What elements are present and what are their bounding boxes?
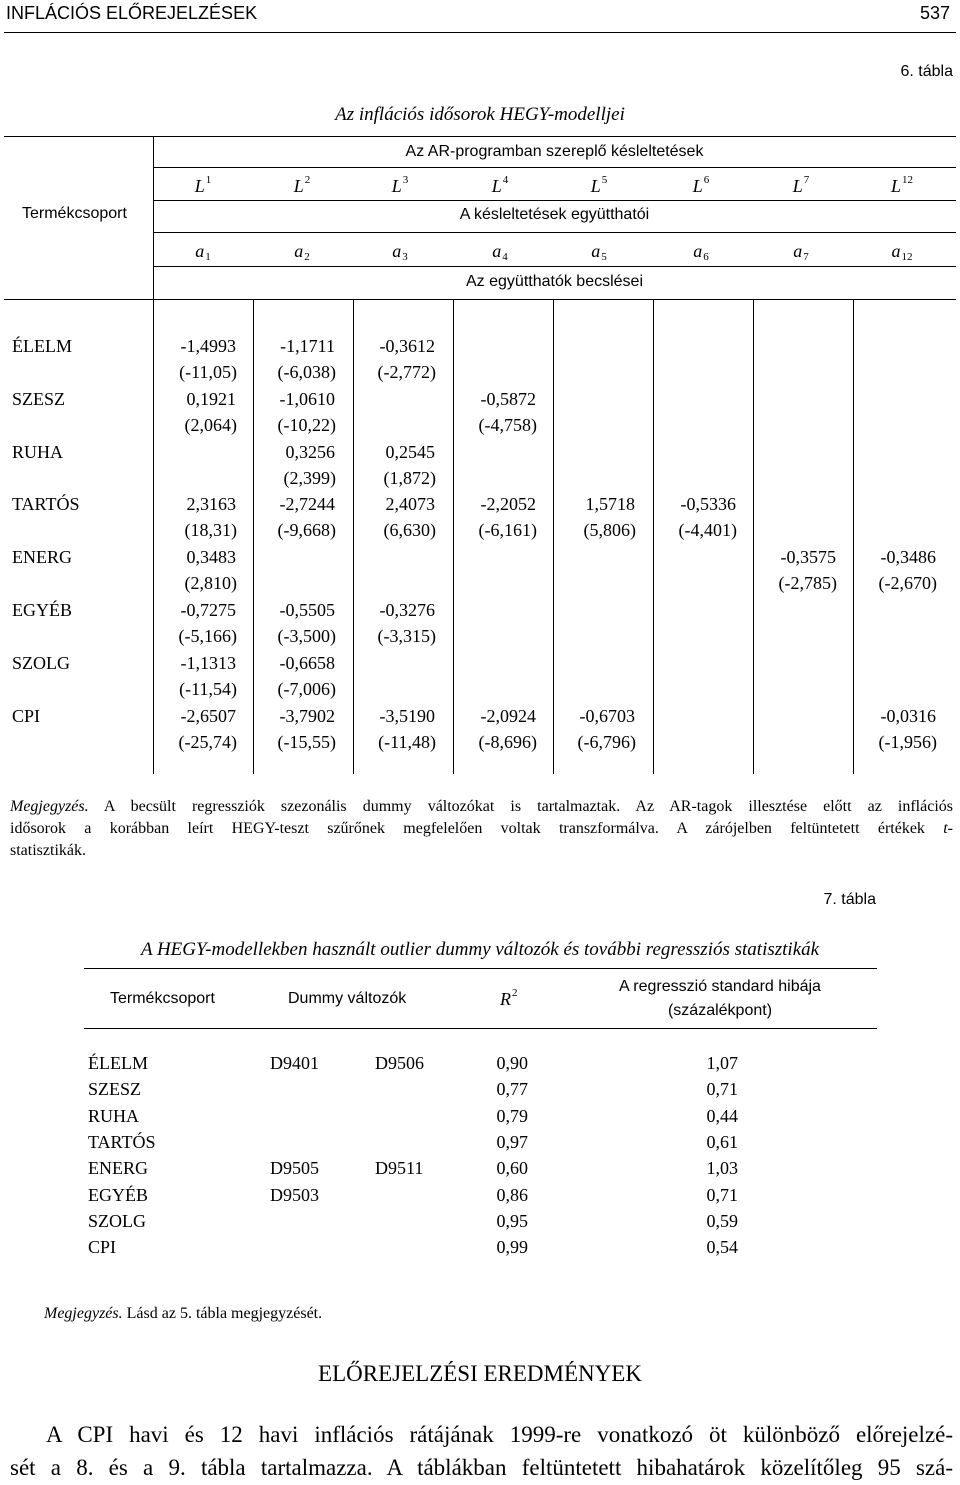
std-error-cell: 0,59	[706, 1210, 738, 1231]
estimate-cell: 0,1921	[186, 388, 236, 409]
estimate-cell: 2,4073	[385, 494, 435, 515]
estimate-cell: -0,5872	[480, 388, 536, 409]
estimate-cell: -0,3612	[379, 336, 435, 356]
t-stat-cell: (-6,038)	[277, 362, 336, 382]
paragraph-line-2: sét a 8. és a 9. tábla tartalmazza. A táblákban feltüntetett hibahatárok közelítőleg 95 szá-	[10, 1455, 953, 1480]
t-stat-cell: (-7,006)	[277, 678, 336, 699]
estimate-cell: -0,6703	[579, 705, 635, 726]
coef-a-2: $a_2$	[294, 241, 310, 263]
t-stat-cell: (-2,772)	[377, 362, 436, 382]
t-stat-cell: (-4,401)	[678, 520, 737, 541]
r2-cell: 0,77	[496, 1079, 528, 1100]
r2-cell: 0,90	[496, 1053, 528, 1073]
lag-row-rule	[153, 200, 956, 201]
table-7-top-rule	[84, 968, 877, 969]
coef-a-12: $a_{12}$	[891, 241, 913, 263]
table-6-note	[10, 796, 953, 862]
t-stat-cell: (-6,796)	[577, 731, 636, 752]
table-6-note-line1: A becsült regressziók szezonális dummy változókat is tartalmaztak. Az AR-tagok illesztése előtt az inflációs	[103, 798, 954, 815]
lag-L-2: $L^2$	[293, 174, 311, 196]
row-label-szesz: SZESZ	[88, 1079, 142, 1100]
t-stat-cell: (-3,500)	[277, 626, 336, 646]
estimate-cell: -2,6507	[180, 705, 236, 726]
estimate-cell: 0,3483	[186, 547, 236, 568]
t-stat-cell: (5,806)	[583, 520, 636, 541]
t-stat-cell: (2,810)	[184, 573, 237, 594]
estimate-cell: -0,5336	[680, 494, 736, 515]
est-group-header: Az együtthatók becslései	[466, 273, 643, 290]
coef-group-header: A késleltetések együtthatói	[459, 206, 650, 223]
row-label-energ: ENERG	[88, 1158, 148, 1179]
paragraph-line-1: A CPI havi és 12 havi inflációs rátájának 1999-re vonatkozó öt különböző előrejelzé-	[46, 1422, 953, 1447]
t-stat-cell: (6,630)	[383, 520, 436, 541]
coef-a-4: $a_4$	[492, 241, 508, 263]
table-7-label: 7. tábla	[823, 891, 876, 908]
std-error-cell: 0,71	[706, 1079, 738, 1100]
lag-L-7: $L^7$	[792, 174, 810, 196]
t-stat-cell: (-1,956)	[878, 731, 937, 752]
t-stat-cell: (-25,74)	[178, 731, 237, 752]
r2-cell: 0,97	[496, 1131, 528, 1152]
coef-a-7: $a_7$	[793, 241, 809, 263]
t-stat-cell: (-8,696)	[478, 731, 537, 752]
estimate-cell: -1,0610	[279, 388, 335, 409]
table-6-label: 6. tábla	[900, 63, 953, 80]
lag-L-12: $L^{12}$	[890, 174, 913, 196]
t-stat-cell: (-5,166)	[178, 626, 237, 646]
row-label-szesz: SZESZ	[12, 388, 66, 409]
table-6-header-bottom-rule	[4, 299, 956, 300]
t-stat-cell: (-9,668)	[277, 520, 336, 541]
row-label-energ: ENERG	[12, 547, 72, 568]
table-7-note-text: Lásd az 5. tábla megjegyzését.	[126, 1305, 323, 1322]
estimate-cell: -2,0924	[480, 705, 536, 726]
col-dummy: Dummy változók	[288, 990, 407, 1007]
std-error-cell: 0,54	[706, 1237, 738, 1258]
section-heading: ELŐREJELZÉSI EREDMÉNYEK	[318, 1361, 642, 1386]
estimate-cell: -0,0316	[880, 705, 936, 726]
r2-cell: 0,79	[496, 1105, 528, 1126]
std-error-cell: 1,03	[706, 1158, 738, 1179]
table-6-note-t: t-	[943, 820, 954, 837]
t-stat-cell: (-15,55)	[277, 731, 336, 752]
dummy-1-cell: D9503	[270, 1184, 319, 1205]
lag-L-3: $L^3$	[391, 174, 409, 196]
estimate-cell: -0,3575	[780, 547, 836, 568]
column-divider	[753, 299, 754, 774]
estimate-cell: -3,7902	[279, 705, 335, 726]
coef-group-rule	[153, 232, 956, 233]
std-error-cell: 0,61	[706, 1131, 738, 1152]
table-7-title: A HEGY-modellekben használt outlier dummy változók és további regressziós statisztikák	[140, 939, 820, 960]
lag-L-1: $L^1$	[194, 174, 212, 196]
row-label-cpi: CPI	[88, 1237, 117, 1258]
col-se-line1: A regresszió standard hibája	[619, 978, 821, 995]
row-label-tartós: TARTÓS	[88, 1131, 156, 1152]
col-se-line2: (százalékpont)	[667, 1002, 773, 1019]
estimate-cell: 0,2545	[385, 441, 435, 462]
estimate-cell: -1,1313	[180, 652, 236, 673]
column-divider	[853, 299, 854, 774]
t-stat-cell: (2,064)	[184, 414, 237, 435]
t-stat-cell: (-3,315)	[377, 626, 436, 646]
page-number: 537	[919, 3, 950, 23]
t-stat-cell: (-11,54)	[179, 678, 237, 699]
coef-a-6: $a_6$	[693, 241, 709, 263]
lag-group-rule	[153, 167, 956, 168]
header-rule	[4, 32, 956, 33]
lag-L-5: $L^5$	[590, 174, 608, 196]
row-label-élelm: ÉLELM	[88, 1053, 148, 1073]
coef-a-1: $a_1$	[195, 241, 211, 263]
estimate-cell: -3,5190	[379, 705, 435, 726]
row-label-cpi: CPI	[12, 705, 41, 726]
table-7-header-rule	[84, 1028, 877, 1029]
col-termekcsoport: Termékcsoport	[110, 990, 215, 1007]
row-label-ruha: RUHA	[12, 441, 64, 462]
std-error-cell: 0,71	[706, 1184, 738, 1205]
estimate-cell: 1,5718	[585, 494, 635, 515]
t-stat-cell: (-2,670)	[878, 573, 937, 594]
estimate-cell: -1,1711	[280, 336, 335, 356]
coef-row-rule	[153, 266, 956, 267]
lag-group-header: Az AR-programban szereplő késleltetések	[405, 143, 704, 160]
lag-L-6: $L^6$	[692, 174, 710, 196]
coef-a-5: $a_5$	[591, 241, 607, 263]
row-label-szolg: SZOLG	[12, 652, 70, 673]
row-label-egyéb: EGYÉB	[88, 1184, 148, 1205]
table-6-top-rule	[4, 136, 956, 137]
estimate-cell: -0,5505	[279, 600, 335, 620]
r2-cell: 0,86	[496, 1184, 528, 1205]
r2-cell: 0,99	[496, 1237, 528, 1258]
estimate-cell: -1,4993	[180, 336, 236, 356]
t-stat-cell: (-6,161)	[478, 520, 537, 541]
t-stat-cell: (1,872)	[383, 467, 436, 488]
table-7-note-label: Megjegyzés.	[44, 1305, 123, 1322]
t-stat-cell: (-11,48)	[378, 731, 436, 752]
row-header-termekcsoport: Termékcsoport	[22, 205, 127, 222]
estimate-cell: 0,3256	[285, 441, 335, 462]
estimate-cell: -2,2052	[480, 494, 536, 515]
t-stat-cell: (-2,785)	[778, 573, 837, 594]
row-label-szolg: SZOLG	[88, 1210, 146, 1231]
t-stat-cell: (-11,05)	[179, 362, 237, 382]
std-error-cell: 0,44	[706, 1105, 738, 1126]
r2-cell: 0,95	[496, 1210, 528, 1231]
coef-a-3: $a_3$	[392, 241, 408, 263]
row-label-élelm: ÉLELM	[12, 336, 72, 356]
dummy-1-cell: D9505	[270, 1158, 319, 1179]
table-6-note-line2: idősorok a korábban leírt HEGY-teszt szűrőnek megfelelően voltak transzformálva. A zárójelben feltüntetett értékek	[10, 820, 925, 837]
table-6-title: Az inflációs idősorok HEGY-modelljei	[335, 104, 625, 125]
std-error-cell: 1,07	[706, 1053, 738, 1073]
estimate-cell: -0,7275	[180, 600, 236, 620]
col-r2: $R^2$	[500, 987, 518, 1009]
estimate-cell: 2,3163	[186, 494, 236, 515]
t-stat-cell: (2,399)	[283, 467, 336, 488]
row-label-egyéb: EGYÉB	[12, 600, 72, 620]
table-6-note-label: Megjegyzés.	[10, 798, 89, 815]
t-stat-cell: (-10,22)	[277, 414, 336, 435]
estimate-cell: -0,6658	[279, 652, 335, 673]
row-label-tartós: TARTÓS	[12, 494, 80, 515]
r2-cell: 0,60	[496, 1158, 528, 1179]
dummy-2-cell: D9511	[375, 1158, 424, 1179]
estimate-cell: -0,3486	[880, 547, 936, 568]
lag-L-4: $L^4$	[491, 174, 509, 196]
dummy-2-cell: D9506	[375, 1053, 424, 1073]
running-header-title: INFLÁCIÓS ELŐREJELZÉSEK	[6, 3, 258, 23]
estimate-cell: -0,3276	[379, 600, 435, 620]
table-6-note-line3: statisztikák.	[10, 842, 86, 859]
t-stat-cell: (-4,758)	[478, 414, 537, 435]
t-stat-cell: (18,31)	[184, 520, 237, 541]
dummy-1-cell: D9401	[270, 1053, 319, 1073]
section-paragraph	[10, 1418, 953, 1484]
row-label-ruha: RUHA	[88, 1105, 140, 1126]
table-7-note	[44, 1305, 322, 1323]
estimate-cell: -2,7244	[279, 494, 335, 515]
